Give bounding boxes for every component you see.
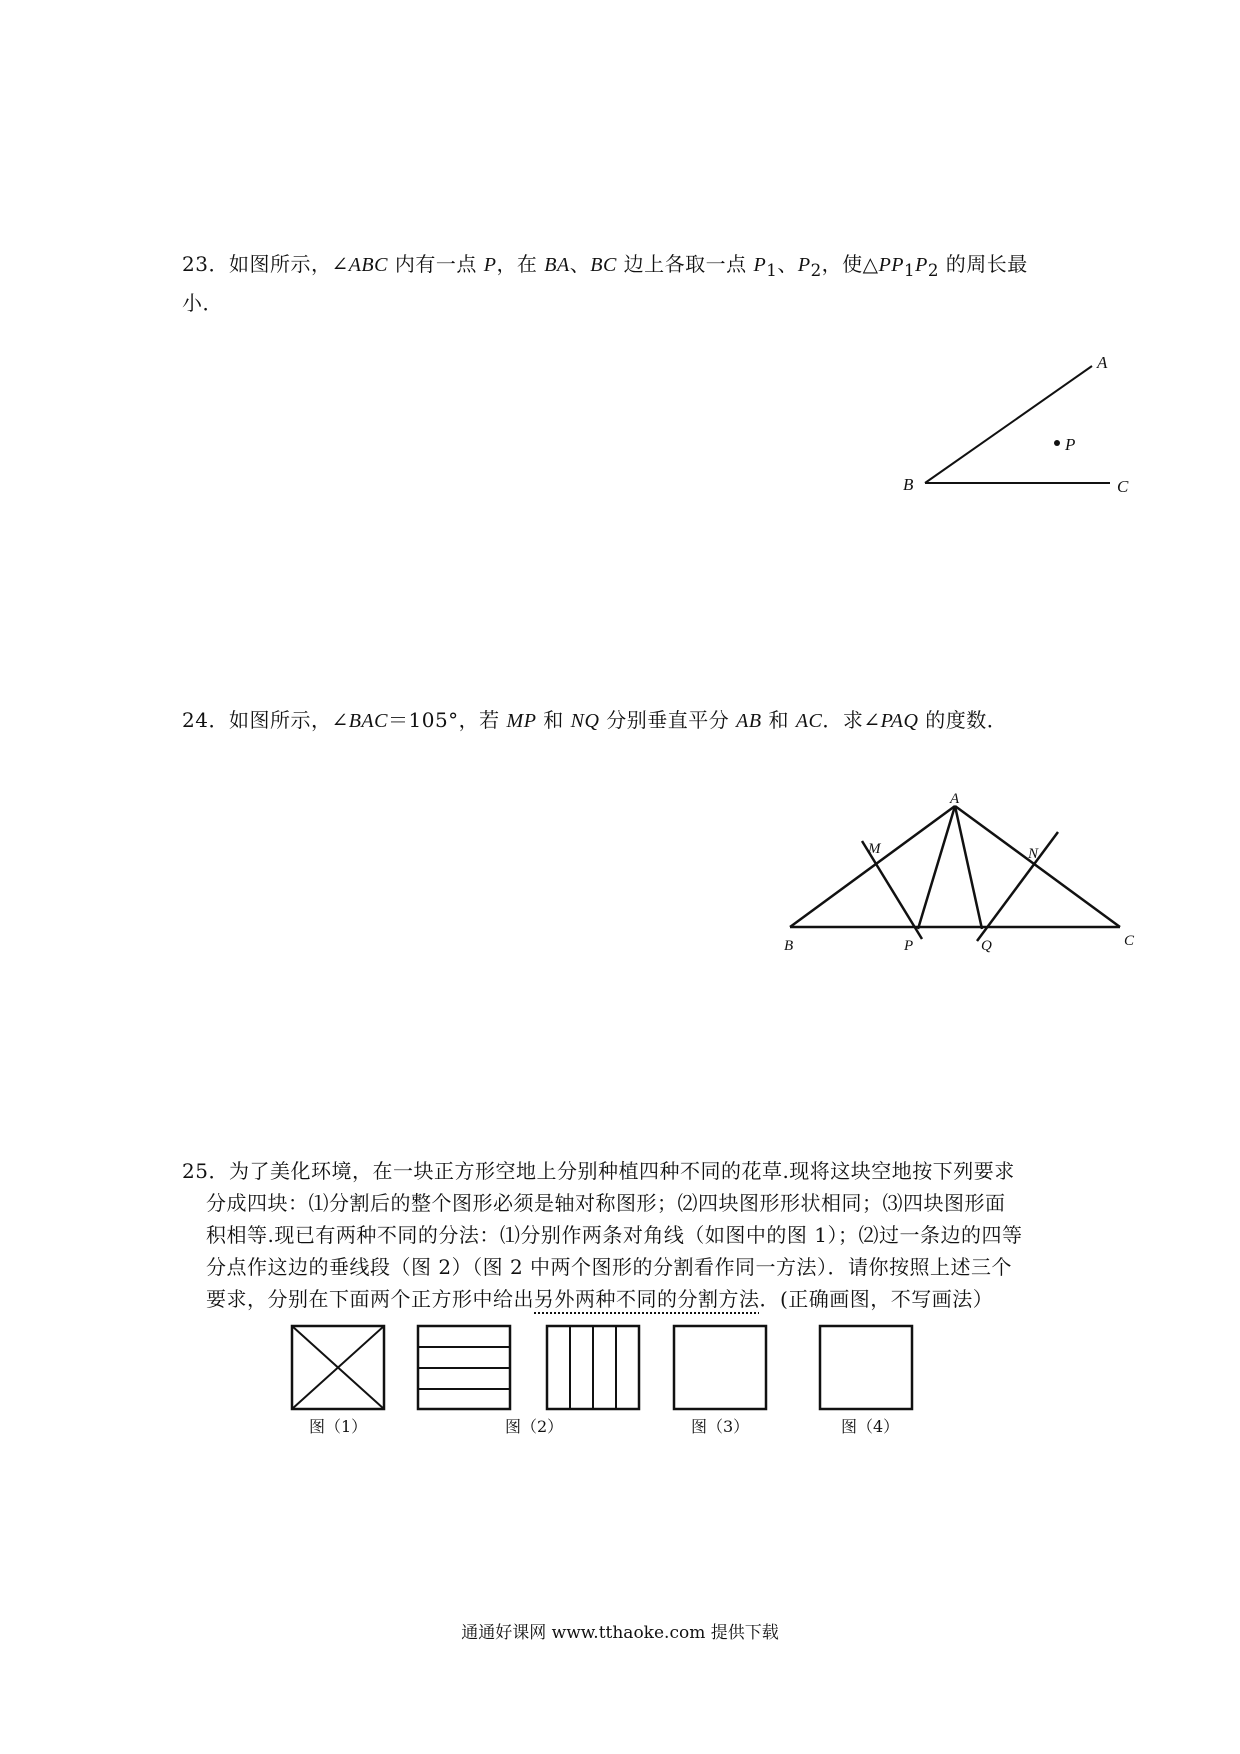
figure-4-blank-square[interactable]	[820, 1326, 912, 1409]
label-b: B	[784, 938, 794, 954]
question-25-line-5: 要求，分别在下面两个正方形中给出另外两种不同的分割方法．(正确画图，不写画法）	[206, 1287, 994, 1311]
page-footer: 通通好课网 www.tthaoke.com 提供下载	[461, 1623, 779, 1643]
label-m: M	[868, 841, 881, 857]
question-24-line-1: 24．如图所示，∠BAC＝105°，若 MP 和 NQ 分别垂直平分 AB 和 AC．求∠PAQ 的度数．	[182, 708, 1008, 732]
question-25-line-2: 分成四块：⑴分割后的整个图形必须是轴对称图形；⑵四块图形形状相同；⑶四块图形面	[206, 1191, 1006, 1215]
question-25-line-3: 积相等.现已有两种不同的分法：⑴分别作两条对角线（如图中的图 1）；⑵过一条边的四等	[206, 1223, 1023, 1247]
caption-figure-4: 图（4）	[841, 1417, 900, 1436]
figure-2-square-vertical-strips	[547, 1326, 639, 1409]
caption-figure-2: 图（2）	[505, 1417, 564, 1436]
emphasized-phrase: 另外两种不同的分割方法	[534, 1287, 760, 1311]
figure-3-blank-square[interactable]	[674, 1326, 766, 1409]
label-b: B	[903, 475, 914, 494]
label-n: N	[1028, 846, 1039, 862]
caption-figure-1: 图（1）	[309, 1417, 368, 1436]
label-q: Q	[981, 938, 992, 954]
label-p: P	[904, 938, 914, 954]
label-p: P	[1065, 435, 1076, 454]
question-23-line-2: 小．	[182, 291, 223, 315]
question-25-line-4: 分点作这边的垂线段（图 2）（图 2 中两个图形的分割看作同一方法）．请你按照上述三个	[206, 1255, 1013, 1279]
label-c: C	[1124, 933, 1135, 949]
question-25-line-1: 25．为了美化环境，在一块正方形空地上分别种植四种不同的花草.现将这块空地按下列要求	[182, 1159, 1015, 1183]
figure-2-square-horizontal-strips	[418, 1326, 510, 1409]
label-a: A	[1097, 353, 1108, 372]
label-a: A	[950, 791, 960, 807]
figure-1-square-diagonals	[292, 1326, 384, 1409]
question-23-line-1: 23．如图所示，∠ABC 内有一点 P，在 BA、BC 边上各取一点 $P_1$、$P_2$，使$\triangle PP_1P_2$ 的周长最	[182, 252, 1028, 280]
caption-figure-3: 图（3）	[691, 1417, 750, 1436]
label-c: C	[1117, 477, 1129, 496]
